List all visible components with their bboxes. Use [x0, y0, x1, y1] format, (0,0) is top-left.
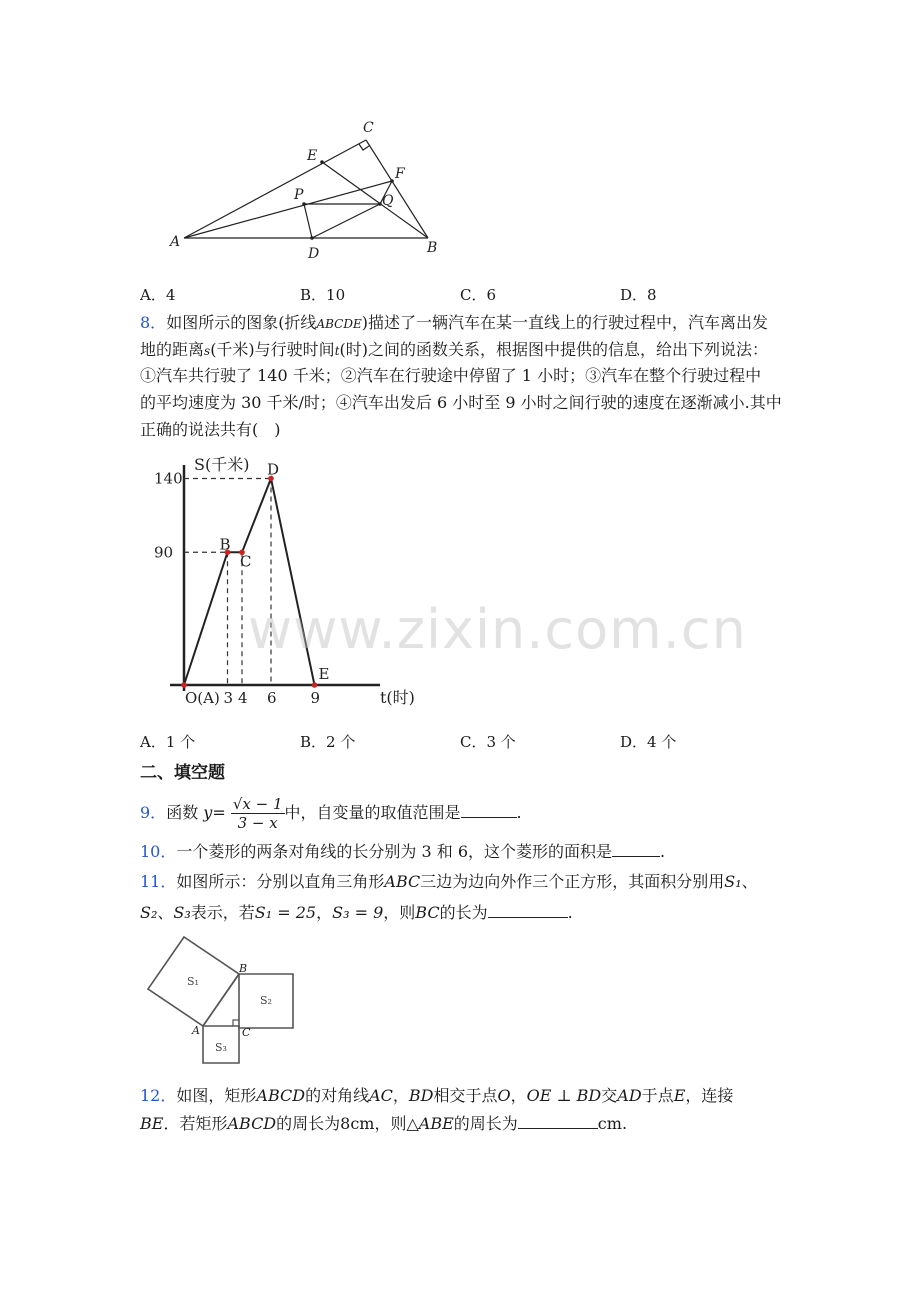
question-number: 12．: [140, 1086, 177, 1105]
q11-line-2: [140, 903, 573, 923]
q10-end: .: [660, 842, 666, 861]
label-F: F: [395, 166, 405, 182]
q12-var: OE ⊥ BD: [526, 1086, 602, 1105]
q9-fraction: [231, 795, 285, 832]
x-axis-label: t(时): [380, 688, 415, 707]
q12-var: BD: [408, 1086, 434, 1105]
x-tick-label: 4: [238, 689, 248, 707]
q12-text: 相交于点: [433, 1086, 498, 1105]
label-S1: S₁: [187, 975, 199, 988]
watermark: www.zixin.com.cn: [248, 598, 747, 661]
triangle-figure-q7: [160, 112, 450, 272]
q8-var: ABCDE: [316, 317, 362, 331]
q9-eq: =: [212, 803, 226, 822]
question-number: 8．: [140, 313, 167, 332]
x-tick-label: 9: [310, 689, 321, 707]
label-P: P: [294, 187, 304, 203]
q8-text: (千米)与行驶时间: [210, 340, 335, 359]
squares-figure-q11: [140, 930, 310, 1070]
q8-line-4: 的平均速度为 30 千米/时；④汽车出发后 6 小时至 9 小时之间行驶的速度在逐渐减小.其中: [140, 393, 782, 412]
label-Q: Q: [382, 193, 394, 209]
q11-text: 、: [157, 903, 174, 922]
q8-text: 如图所示的图象(折线: [166, 313, 317, 332]
q7-option-d[interactable]: D．8: [620, 286, 657, 304]
q12-var: AD: [617, 1086, 642, 1105]
q11-eq: S₁ = 25: [254, 903, 317, 922]
q11-text: 三边为边向外作三个正方形，其面积分别用: [420, 872, 725, 891]
q12-line-1: [140, 1086, 733, 1106]
q8-line-3: ①汽车共行驶了 140 千米；②汽车在行驶途中停留了 1 小时；③汽车在整个行驶过程中: [140, 366, 762, 385]
q8-var: s: [204, 344, 211, 358]
q12-unit: cm: [597, 1114, 622, 1133]
q9-text: 中，自变量的取值范围是: [284, 803, 461, 822]
q10-text: 一个菱形的两条对角线的长分别为 3 和 6，这个菱形的面积是: [176, 842, 612, 861]
question-number: 10．: [140, 842, 177, 861]
q11-var: S₁: [724, 872, 742, 891]
q12-end: .: [621, 1114, 628, 1133]
question-number: 11．: [140, 872, 177, 891]
data-point: [312, 682, 318, 688]
q8-option-b[interactable]: B．2 个: [300, 733, 356, 751]
fraction-denominator: 3 − x: [237, 814, 278, 832]
label-B: B: [239, 962, 248, 975]
q8-text: 地的距离: [140, 340, 205, 359]
label-S2: S₂: [260, 994, 272, 1007]
q12-text: 如图，矩形: [176, 1086, 257, 1105]
q11-text: 如图所示：分别以直角三角形: [176, 872, 385, 891]
x-tick-label: 3: [223, 689, 234, 707]
data-point: [181, 682, 187, 688]
y-tick-label: 90: [154, 543, 174, 562]
label-C: C: [363, 120, 374, 136]
q12-var: ABCD: [256, 1086, 306, 1105]
q9-var: y: [203, 803, 213, 822]
point-label: E: [318, 665, 330, 683]
label-A: A: [170, 234, 181, 250]
q11-text: 的长为: [439, 903, 488, 922]
q11-var: S₂: [140, 903, 158, 922]
q11-eq: S₃ = 9: [332, 903, 384, 922]
q10-line: [140, 842, 665, 862]
q11-var: BC: [415, 903, 440, 922]
q12-text: 的周长为: [276, 1114, 341, 1133]
point-label: C: [240, 552, 252, 571]
q12-text: 的周长为: [453, 1114, 518, 1133]
answer-blank[interactable]: [488, 903, 568, 918]
answer-blank[interactable]: [612, 842, 660, 857]
label-A: A: [192, 1024, 200, 1037]
q12-var: ABE: [418, 1114, 454, 1133]
point-label: D: [267, 460, 280, 479]
q11-text: ，: [316, 903, 333, 922]
q8-line-5: 正确的说法共有( ): [140, 420, 281, 439]
q12-text: ，则△: [374, 1114, 419, 1133]
q8-text: (时)之间的函数关系，根据图中提供的信息，给出下列说法：: [339, 340, 769, 359]
q8-line-1: [140, 313, 768, 334]
q9-end: .: [516, 803, 522, 822]
q12-text: ．若矩形: [163, 1114, 228, 1133]
q7-option-b[interactable]: B．10: [300, 286, 346, 304]
q12-text: ，连接: [685, 1086, 734, 1105]
q8-option-c[interactable]: C．3 个: [460, 733, 516, 751]
q11-var: ABC: [384, 872, 421, 891]
q8-option-a[interactable]: A．1 个: [140, 733, 196, 751]
q8-option-d[interactable]: D．4 个: [620, 733, 677, 751]
q11-end: .: [567, 903, 573, 922]
label-S3: S₃: [215, 1041, 227, 1054]
y-axis-label: S(千米): [194, 455, 250, 474]
y-tick-label: 140: [154, 469, 183, 488]
q9-text: 函数: [166, 803, 199, 822]
q11-var: S₃: [173, 903, 191, 922]
label-D: D: [308, 246, 320, 262]
q11-text: ，则: [383, 903, 416, 922]
q8-text: )描述了一辆汽车在某一直线上的行驶过程中，汽车离出发: [361, 313, 768, 332]
distance-time-chart: [140, 450, 440, 720]
q12-line-2: [140, 1114, 627, 1134]
q9-line: [140, 794, 522, 832]
q12-var: AC: [369, 1086, 393, 1105]
q12-text: ，: [510, 1086, 527, 1105]
label-B: B: [427, 240, 438, 256]
label-E: E: [307, 148, 318, 164]
answer-blank[interactable]: [461, 803, 517, 818]
q12-var: ABCD: [227, 1114, 277, 1133]
point-label: B: [219, 535, 231, 554]
q12-var: BE: [140, 1114, 164, 1133]
x-tick-label: 6: [267, 689, 277, 707]
q11-line-1: [140, 872, 758, 892]
section-title: 二、填空题: [140, 763, 225, 783]
q11-text: 、: [741, 872, 758, 891]
q12-var: O: [497, 1086, 511, 1105]
q12-text: ，: [392, 1086, 409, 1105]
origin-label: O(A): [185, 689, 220, 707]
q12-var: E: [673, 1086, 686, 1105]
q8-line-2: [140, 340, 768, 361]
q12-var: 8cm: [340, 1114, 375, 1133]
fraction-numerator: √x − 1: [232, 795, 283, 813]
question-number: 9．: [140, 803, 167, 822]
q7-option-c[interactable]: C．6: [460, 286, 497, 304]
q12-text: 交: [601, 1086, 618, 1105]
q12-text: 的对角线: [305, 1086, 370, 1105]
label-C: C: [242, 1026, 251, 1039]
q11-text: 表示，若: [190, 903, 255, 922]
q12-text: 于点: [641, 1086, 674, 1105]
q7-option-a[interactable]: A．4: [140, 286, 176, 304]
answer-blank[interactable]: [518, 1114, 598, 1129]
q8-var: t: [334, 344, 340, 358]
